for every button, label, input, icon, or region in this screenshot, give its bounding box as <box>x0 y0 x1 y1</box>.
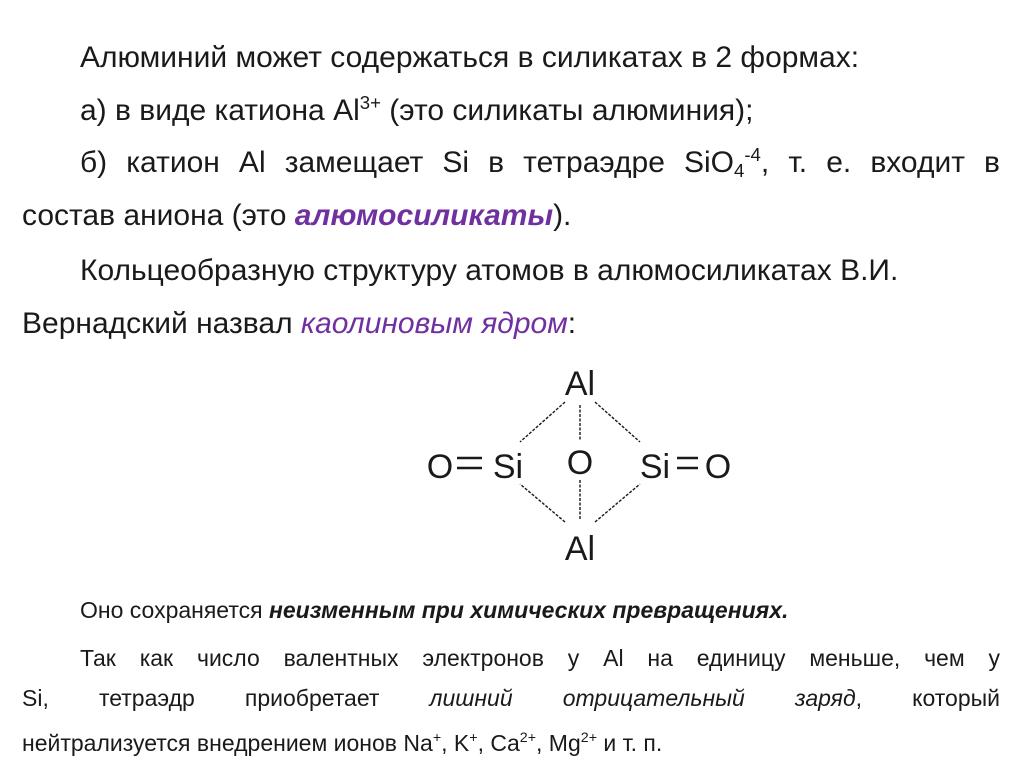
ions-text-end: и т. п. <box>597 730 663 756</box>
form-b-text-end: , т. е. входит в <box>760 146 1000 179</box>
form-a-text: а) в виде катиона Al <box>80 94 360 127</box>
structure-text: Кольцеобразную структуру атомов в алюмосиликатах В.И. <box>80 254 899 287</box>
si-left-label: Si <box>492 448 524 486</box>
charge-superscript: -4 <box>744 143 761 165</box>
o-left-label: O <box>426 448 454 486</box>
charge-text: Si, тетраэдр приобретает <box>22 685 430 711</box>
si-right-label: Si <box>639 448 671 486</box>
ion-charge: + <box>432 730 442 747</box>
valence-text: Так как число валентных электронов у Al на единицу меньше, чем у <box>80 645 1000 671</box>
unchanged-text: Оно сохраняется <box>80 597 269 623</box>
bond-al-top-si-left <box>520 402 565 442</box>
paragraph-form-a <box>80 93 753 129</box>
paragraph-structure-cont <box>22 306 576 342</box>
o-center-label: O <box>566 444 594 482</box>
paragraph-intro <box>80 40 859 76</box>
colon: : <box>567 307 577 340</box>
al-bottom-label: Al <box>564 530 596 568</box>
paragraph-valence-cont <box>22 684 1000 712</box>
vernadsky-text: Вернадский назвал <box>22 307 301 340</box>
paragraph-form-b-cont <box>22 198 571 234</box>
o-right-label: O <box>704 448 732 486</box>
charge-superscript: 3+ <box>359 91 381 113</box>
paragraph-valence <box>80 644 1000 672</box>
highlight-aluminosilicates: алюмосиликаты <box>294 199 554 232</box>
paragraph-unchanged <box>80 596 788 624</box>
subscript-4: 4 <box>734 159 745 181</box>
anion-text-end: ). <box>553 199 572 232</box>
paragraph-ions <box>22 729 662 757</box>
highlight-unchanged: неизменным при химических превращениях. <box>268 597 789 623</box>
ion-charge: 2+ <box>580 730 598 747</box>
paragraph-structure <box>80 253 898 289</box>
ion-charge: 2+ <box>519 730 537 747</box>
ions-text: , K <box>441 730 470 756</box>
anion-text: состав аниона (это <box>22 199 295 232</box>
highlight-kaolin-core: каолиновым ядром <box>300 307 568 340</box>
bond-al-bottom-si-right <box>595 484 640 522</box>
form-b-text: б) катион Al замещает Si в тетраэдре SiO <box>80 146 735 179</box>
ion-charge: + <box>469 730 478 747</box>
bond-al-top-si-right <box>595 402 640 442</box>
form-a-text-end: (это силикаты алюминия); <box>380 94 754 127</box>
ions-text: , Ca <box>477 730 520 756</box>
al-top-label: Al <box>564 365 596 403</box>
ions-text: , Mg <box>536 730 581 756</box>
ions-text: нейтрализуется внедрением ионов Na <box>22 730 433 756</box>
highlight-extra-charge: лишний отрицательный заряд <box>429 685 856 711</box>
paragraph-form-b <box>80 145 1000 181</box>
intro-text: Алюминий может содержаться в силикатах в 2 формах: <box>80 41 860 74</box>
bond-al-bottom-si-left <box>520 484 565 522</box>
charge-text-end: , который <box>855 685 1001 711</box>
kaolin-core-diagram <box>400 350 760 575</box>
